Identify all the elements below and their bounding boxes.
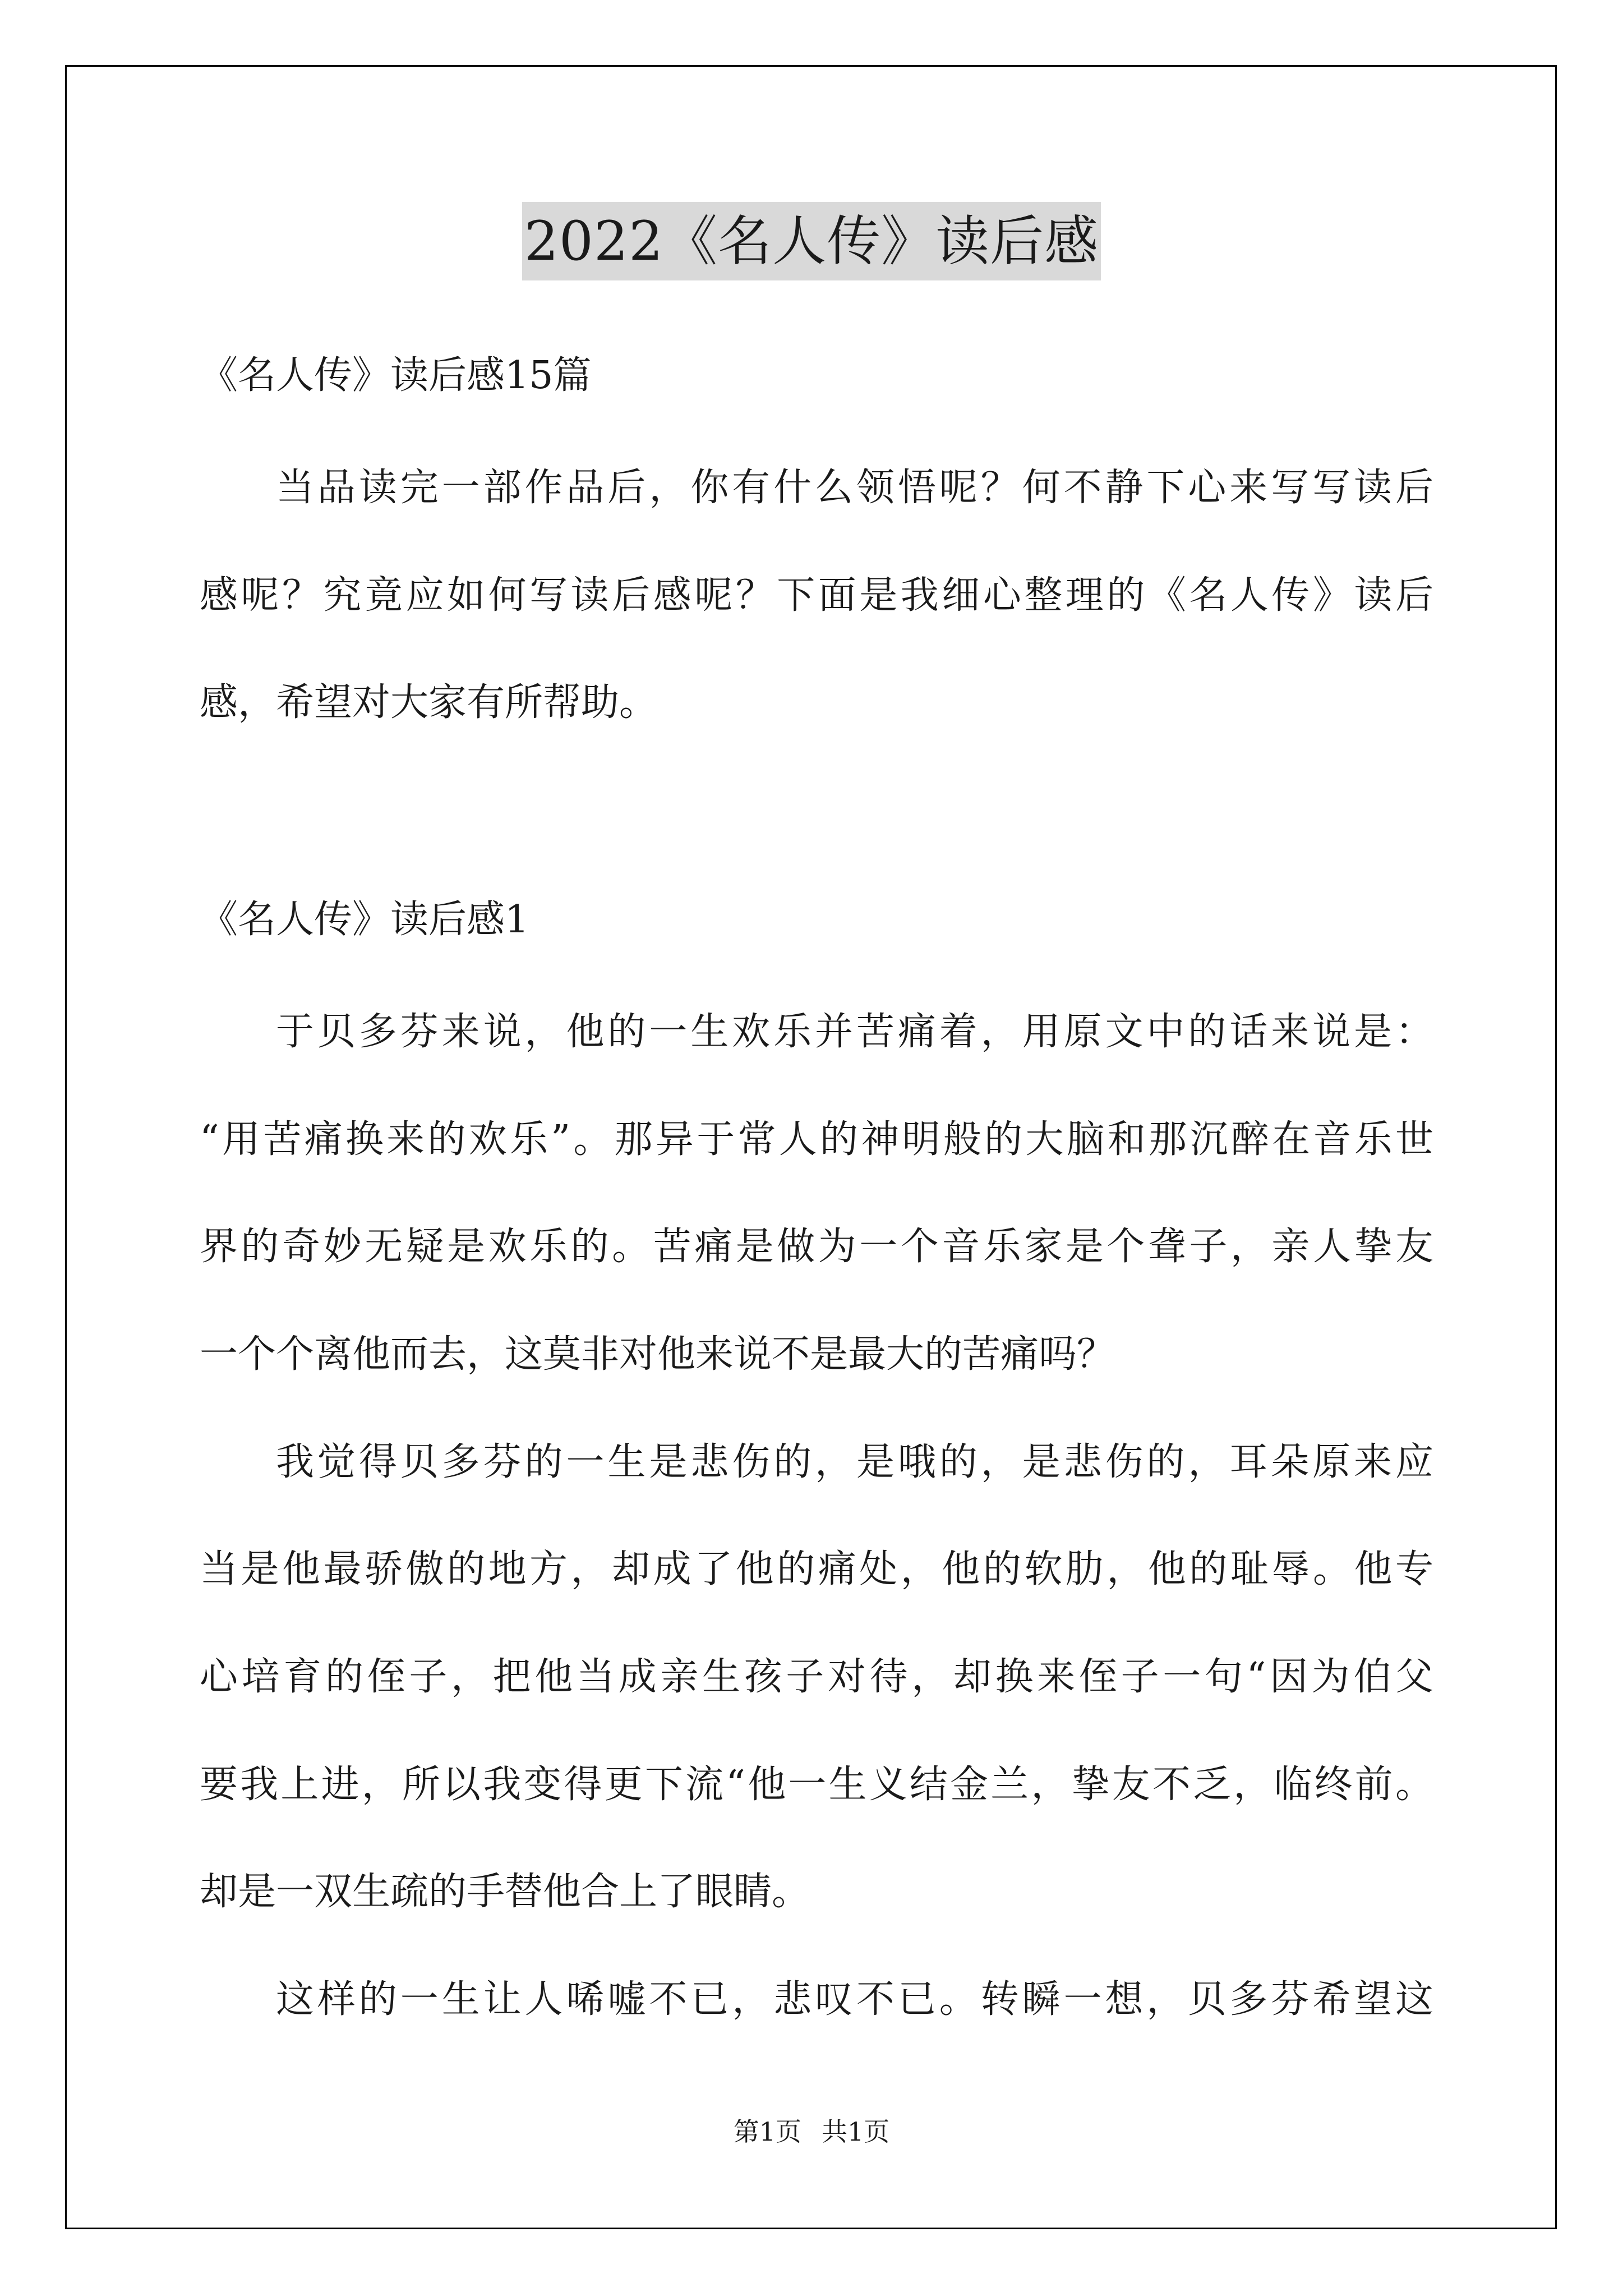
document-title: 2022《名人传》读后感	[522, 202, 1101, 280]
paragraph-line: 于贝多芬来说，他的一生欢乐并苦痛着，用原文中的话来说是：	[276, 1010, 1433, 1054]
page-footer	[0, 2115, 1623, 2148]
page-number: 第1页	[733, 2116, 801, 2147]
paragraph-line: “用苦痛换来的欢乐”。那异于常人的神明般的大脑和那沉醉在音乐世	[200, 1117, 1433, 1162]
section-heading: 《名人传》读后感1	[200, 898, 529, 942]
paragraph-line: 一个个离他而去，这莫非对他来说不是最大的苦痛吗？	[200, 1332, 1115, 1377]
paragraph-line: 这样的一生让人唏嘘不已，悲叹不已。转瞬一想，贝多芬希望这	[276, 1977, 1433, 2022]
intro-line: 感，希望对大家有所帮助。	[200, 680, 658, 725]
paragraph-line: 我觉得贝多芬的一生是悲伤的，是哦的，是悲伤的，耳朵原来应	[276, 1440, 1433, 1484]
paragraph-line: 界的奇妙无疑是欢乐的。苦痛是做为一个音乐家是个聋子，亲人挚友	[200, 1225, 1433, 1269]
paragraph-line: 要我上进，所以我变得更下流“他一生义结金兰，挚友不乏，临终前。	[200, 1763, 1433, 1807]
paragraph-line: 心培育的侄子，把他当成亲生孩子对待，却换来侄子一句“因为伯父	[200, 1655, 1433, 1699]
paragraph-line: 当是他最骄傲的地方，却成了他的痛处，他的软肋，他的耻辱。他专	[200, 1547, 1433, 1591]
page-total: 共1页	[822, 2116, 890, 2147]
document-subtitle: 《名人传》读后感15篇	[200, 353, 592, 398]
intro-line: 当品读完一部作品后，你有什么领悟呢？何不静下心来写写读后	[276, 466, 1433, 510]
intro-line: 感呢？究竟应如何写读后感呢？下面是我细心整理的《名人传》读后	[200, 573, 1433, 618]
title-container	[0, 202, 1623, 280]
paragraph-line: 却是一双生疏的手替他合上了眼睛。	[200, 1870, 810, 1914]
